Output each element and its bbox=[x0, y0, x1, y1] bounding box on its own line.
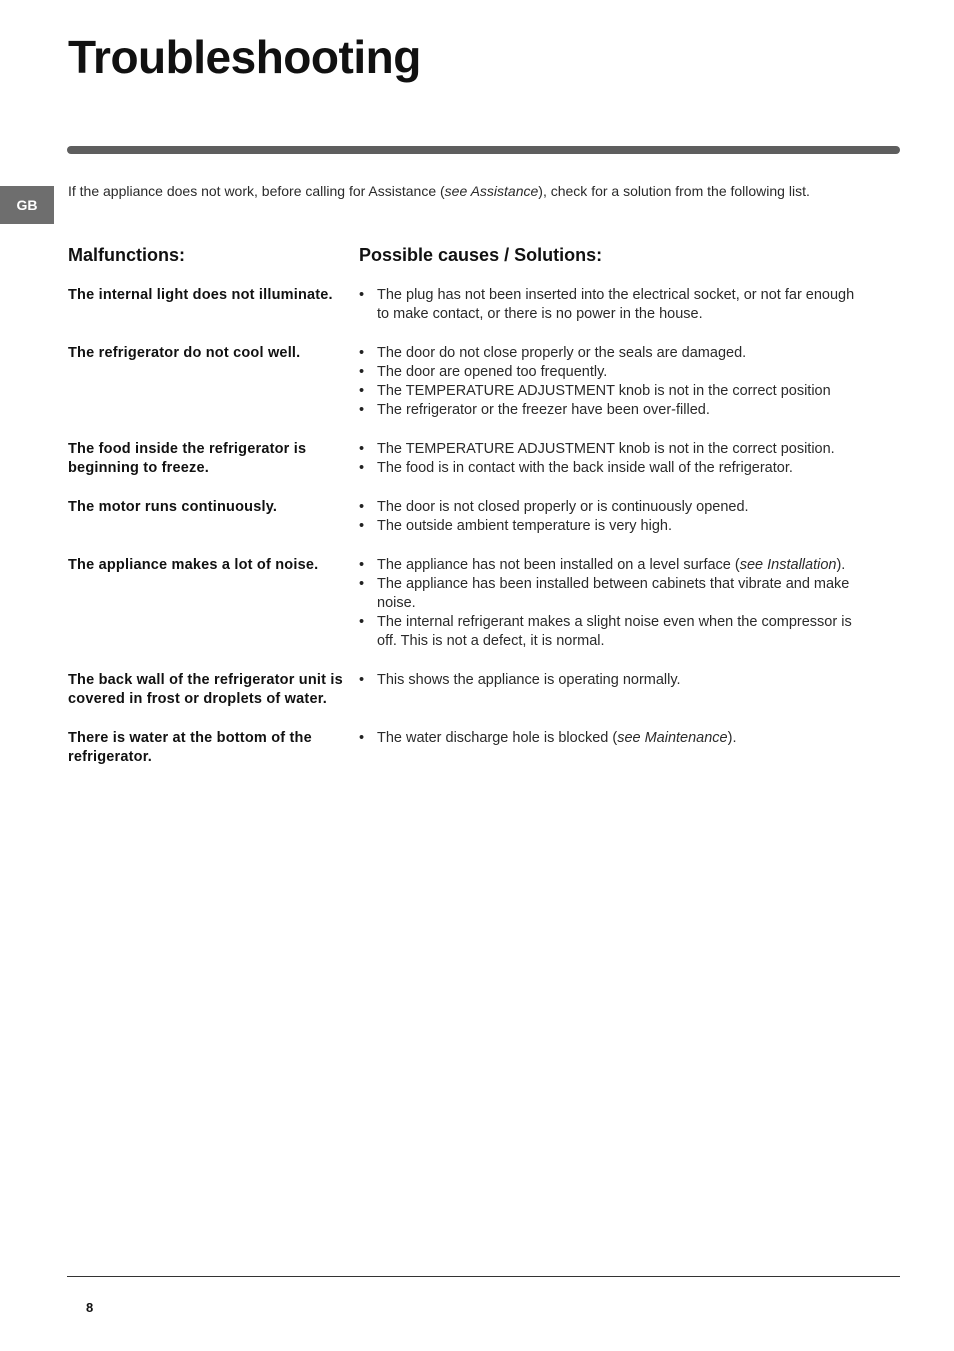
cause-text-after: ). bbox=[727, 730, 737, 746]
cause-text: The food is in contact with the back inside wall of the refrigerator. bbox=[377, 460, 793, 476]
intro-before: If the appliance does not work, before calling for Assistance ( bbox=[68, 183, 445, 199]
cause-item bbox=[359, 556, 859, 575]
troubleshooting-table bbox=[68, 286, 868, 787]
malfunction-label: The internal light does not illuminate. bbox=[68, 287, 333, 303]
causes-list bbox=[359, 498, 859, 536]
causes-heading: Possible causes / Solutions: bbox=[359, 245, 603, 265]
footer-divider bbox=[67, 1276, 900, 1277]
cause-reference: see Maintenance bbox=[617, 730, 728, 746]
cause-text: The TEMPERATURE ADJUSTMENT knob is not in the correct position. bbox=[377, 441, 835, 457]
intro-text bbox=[68, 182, 888, 200]
cause-item bbox=[359, 613, 859, 651]
cause-item bbox=[359, 286, 859, 324]
cause-text: The outside ambient temperature is very high. bbox=[377, 518, 672, 534]
cause-text: This shows the appliance is operating normally. bbox=[377, 672, 681, 688]
malfunction-label: The back wall of the refrigerator unit is covered in frost or droplets of water. bbox=[68, 672, 343, 707]
cause-item bbox=[359, 671, 859, 690]
cause-text: The plug has not been inserted into the electrical socket, or not far enough to make contact, or there is no power in the house. bbox=[377, 287, 855, 322]
cause-item bbox=[359, 382, 859, 401]
cause-text: The water discharge hole is blocked ( bbox=[377, 730, 618, 746]
cause-text: The refrigerator or the freezer have been over-filled. bbox=[377, 402, 710, 418]
intro-after: ), check for a solution from the following list. bbox=[538, 183, 810, 199]
causes-list bbox=[359, 440, 859, 478]
title-divider bbox=[67, 146, 900, 154]
troubleshooting-row bbox=[68, 498, 868, 536]
troubleshooting-row bbox=[68, 440, 868, 478]
cause-item bbox=[359, 459, 859, 478]
cause-item bbox=[359, 498, 859, 517]
page-title: Troubleshooting bbox=[68, 31, 421, 83]
cause-text: The door are opened too frequently. bbox=[377, 364, 608, 380]
cause-item bbox=[359, 440, 859, 459]
cause-text: The door is not closed properly or is continuously opened. bbox=[377, 499, 749, 515]
cause-item bbox=[359, 575, 859, 613]
cause-item bbox=[359, 401, 859, 420]
malfunction-label: The motor runs continuously. bbox=[68, 499, 278, 515]
troubleshooting-row bbox=[68, 729, 868, 767]
intro-reference: see Assistance bbox=[444, 183, 539, 199]
cause-text: The appliance has not been installed on a level surface ( bbox=[377, 557, 740, 573]
causes-list bbox=[359, 729, 859, 767]
cause-item bbox=[359, 729, 859, 748]
causes-list bbox=[359, 344, 859, 420]
cause-item bbox=[359, 344, 859, 363]
malfunction-label: The food inside the refrigerator is beginning to freeze. bbox=[68, 441, 307, 476]
causes-list bbox=[359, 286, 859, 324]
troubleshooting-row bbox=[68, 286, 868, 324]
cause-reference: see Installation bbox=[739, 557, 837, 573]
cause-item bbox=[359, 517, 859, 536]
language-tab: GB bbox=[0, 186, 54, 224]
malfunctions-heading: Malfunctions: bbox=[68, 245, 185, 265]
malfunction-label: The refrigerator do not cool well. bbox=[68, 345, 301, 361]
causes-list bbox=[359, 671, 859, 709]
troubleshooting-row bbox=[68, 671, 868, 709]
cause-item bbox=[359, 363, 859, 382]
malfunction-label: There is water at the bottom of the refrigerator. bbox=[68, 730, 312, 765]
cause-text: The door do not close properly or the seals are damaged. bbox=[377, 345, 747, 361]
troubleshooting-row bbox=[68, 344, 868, 420]
page-number: 8 bbox=[86, 1300, 94, 1315]
malfunction-label: The appliance makes a lot of noise. bbox=[68, 557, 319, 573]
troubleshooting-row bbox=[68, 556, 868, 651]
causes-list bbox=[359, 556, 859, 651]
cause-text-after: ). bbox=[836, 557, 846, 573]
cause-text: The internal refrigerant makes a slight noise even when the compressor is off. This is not a defect, it is normal. bbox=[377, 614, 852, 649]
cause-text: The appliance has been installed between cabinets that vibrate and make noise. bbox=[377, 576, 850, 611]
cause-text: The TEMPERATURE ADJUSTMENT knob is not in the correct position bbox=[377, 383, 831, 399]
